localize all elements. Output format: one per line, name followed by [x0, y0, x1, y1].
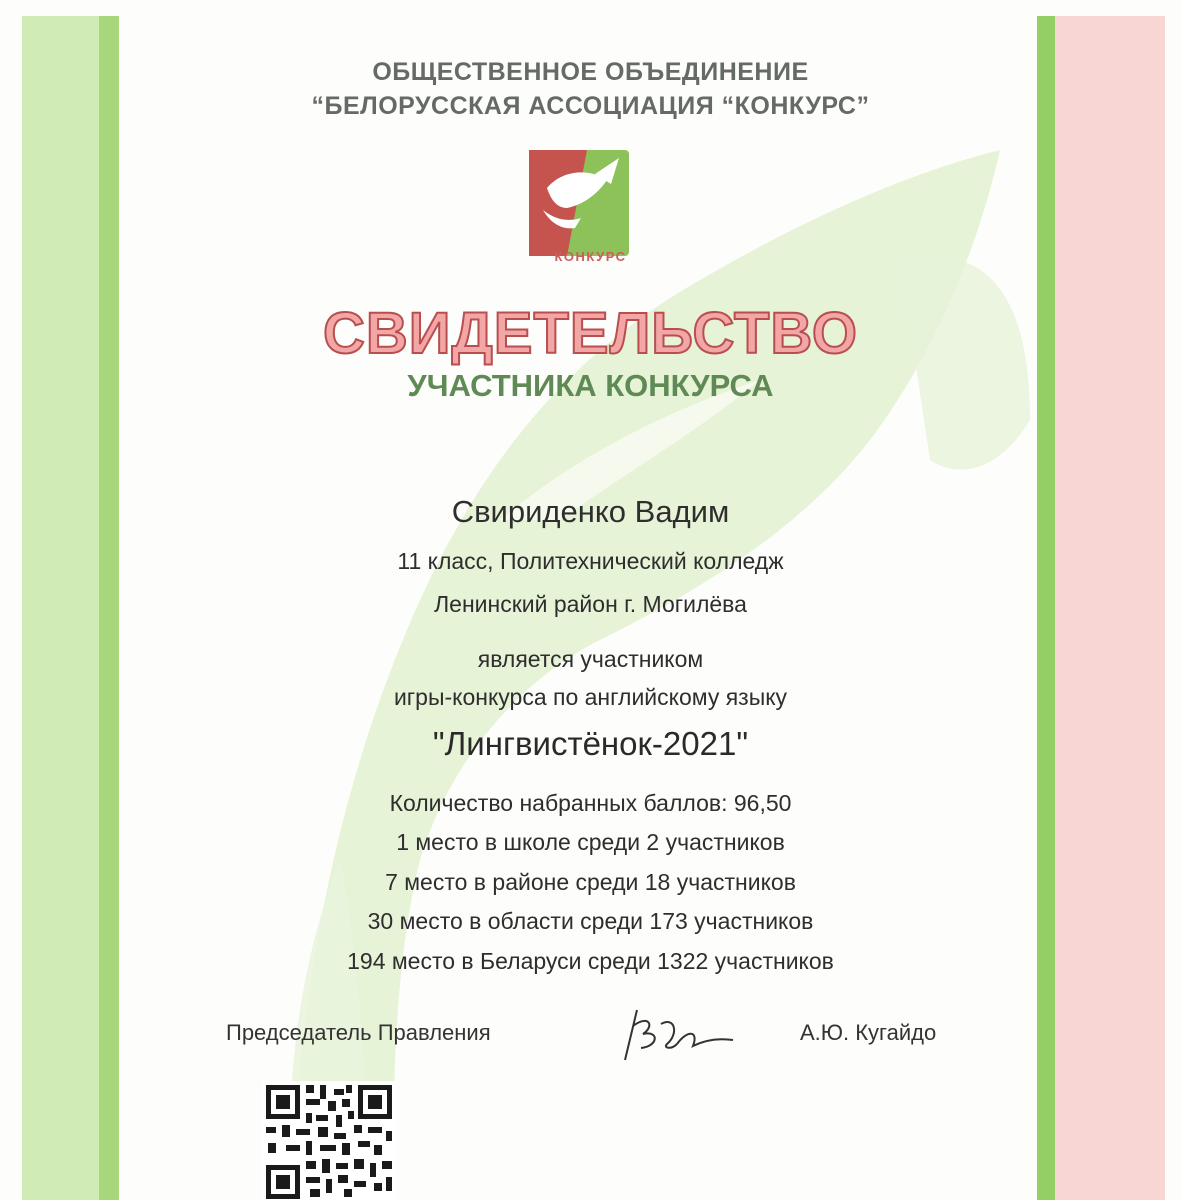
participant-district: Ленинский район г. Могилёва	[434, 591, 747, 617]
certificate-title: СВИДЕТЕЛЬСТВО	[323, 301, 858, 366]
handwritten-signature	[615, 1000, 745, 1070]
result-school: 1 место в школе среди 2 участников	[396, 829, 785, 855]
signatory-name: А.Ю. Кугайдо	[800, 1020, 937, 1045]
certificate-subtitle: УЧАСТНИКА КОНКУРСА	[407, 368, 774, 403]
participant-class-school: 11 класс, Политехнический колледж	[397, 548, 784, 574]
logo-wordmark: КОНКУРС	[554, 249, 627, 264]
result-region: 30 место в области среди 173 участников	[367, 908, 814, 934]
contest-name: "Лингвистёнок-2021"	[432, 725, 749, 762]
result-country: 194 место в Беларуси среди 1322 участников	[347, 948, 834, 974]
statement-line-1: является участником	[477, 646, 704, 672]
result-score: Количество набранных баллов: 96,50	[389, 790, 792, 816]
result-district: 7 место в районе среди 18 участников	[385, 869, 796, 895]
organization-line-1: ОБЩЕСТВЕННОЕ ОБЪЕДИНЕНИЕ	[372, 58, 809, 86]
signatory-position: Председатель Правления	[226, 1020, 491, 1045]
organization-line-2: “БЕЛОРУССКАЯ АССОЦИАЦИЯ “КОНКУРС”	[311, 92, 870, 120]
participant-name: Свириденко Вадим	[451, 494, 730, 529]
statement-line-2: игры-конкурса по английскому языку	[393, 684, 788, 710]
qr-code-icon	[262, 1081, 396, 1200]
